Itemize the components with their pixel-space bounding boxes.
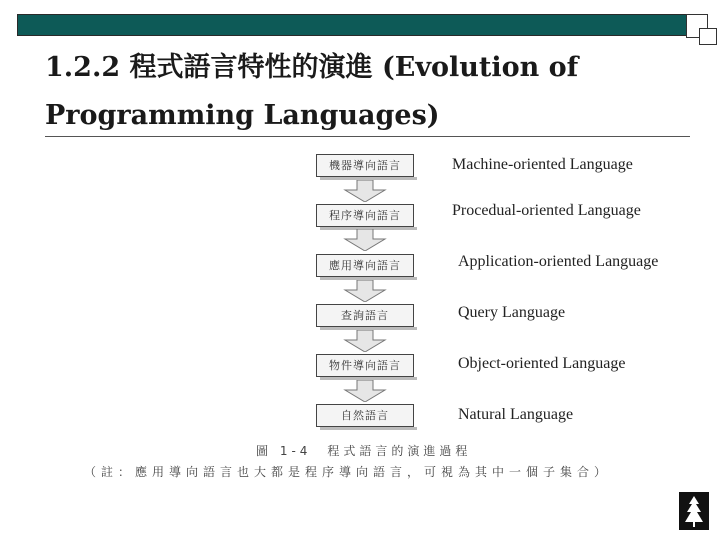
label-application-oriented: Application-oriented Language: [458, 253, 659, 270]
publisher-logo: [679, 492, 709, 530]
slide-title-line2: Programming Languages): [45, 100, 440, 131]
down-arrow-icon: [340, 180, 390, 202]
flow-box-machine: 機器導向語言: [316, 154, 414, 177]
figure-note: （註：應用導向語言也大都是程序導向語言，可視為其中一個子集合）: [84, 465, 612, 479]
corner-square-decoration-small: [699, 28, 717, 45]
label-machine-oriented: Machine-oriented Language: [452, 156, 633, 173]
label-query: Query Language: [458, 304, 566, 321]
flow-box-natural: 自然語言: [316, 404, 414, 427]
label-natural: Natural Language: [458, 406, 574, 423]
slide-title: [45, 44, 685, 140]
figure-caption: 圖 1-4 程式語言的演進過程: [256, 444, 472, 458]
label-object-oriented: Object-oriented Language: [458, 355, 626, 372]
title-bar-decoration: [17, 14, 687, 36]
slide-title-line1: 1.2.2 程式語言特性的演進 (Evolution of: [45, 52, 579, 83]
flow-box-query: 查詢語言: [316, 304, 414, 327]
flow-box-object: 物件導向語言: [316, 354, 414, 377]
down-arrow-icon: [340, 280, 390, 302]
label-procedural-oriented: Procedual-oriented Language: [452, 202, 641, 219]
flow-box-application: 應用導向語言: [316, 254, 414, 277]
title-divider: [45, 136, 690, 137]
down-arrow-icon: [340, 380, 390, 402]
down-arrow-icon: [340, 229, 390, 251]
flow-box-procedural: 程序導向語言: [316, 204, 414, 227]
down-arrow-icon: [340, 330, 390, 352]
